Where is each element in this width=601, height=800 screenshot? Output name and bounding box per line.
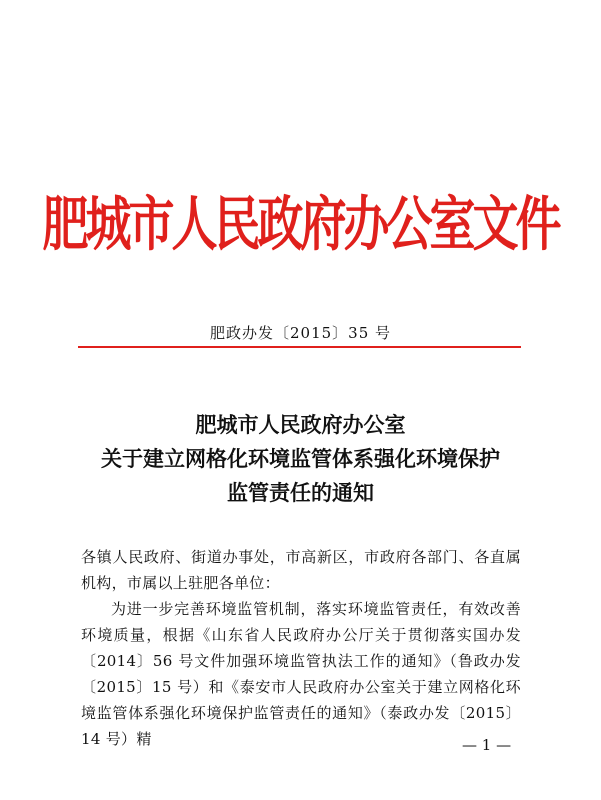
title-line-2: 关于建立网格化环境监管体系强化环境保护 [101,447,500,471]
red-separator-line [78,346,521,348]
notice-title [0,408,601,510]
title-line-3: 监管责任的通知 [227,481,374,505]
addressee-paragraph: 各镇人民政府、街道办事处，市高新区，市政府各部门、各直属机构，市属以上驻肥各单位： [81,548,521,592]
body-paragraph-1: 为进一步完善环境监管机制，落实环境监管责任，有效改善环境质量，根据《山东省人民政府办公厅关于贯彻落实国办发〔2014〕56 号文件加强环境监管执法工作的通知》（鲁政办发〔2015〕15 号）和《泰安市人民政府办公室关于建立网格化环境监管体系强化环境保护监管责任的通知》（泰政办发〔2015〕14 号）精 [81,600,521,748]
notice-body [81,544,521,752]
document-masthead: 肥城市人民政府办公室文件 [42,189,559,259]
page-number: — 1 — [462,736,512,754]
title-line-1: 肥城市人民政府办公室 [195,413,406,437]
document-number: 肥政办发〔2015〕35 号 [209,324,392,342]
